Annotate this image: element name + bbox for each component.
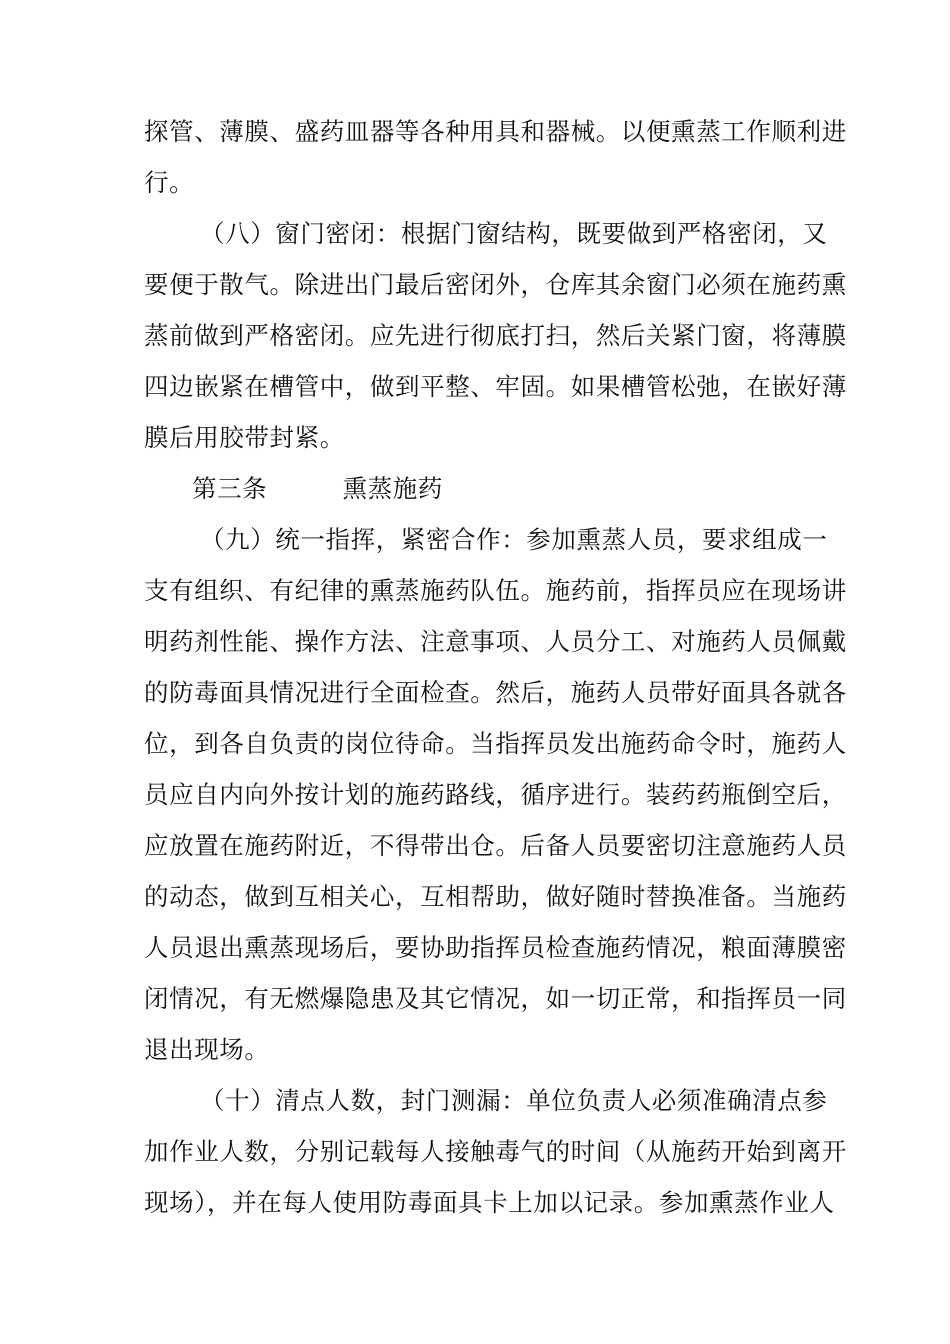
- text-line: 闭情况，有无燃爆隐患及其它情况，如一切正常，和指挥员一同: [144, 984, 847, 1013]
- text-line: 现场），并在每人使用防毒面具卡上加以记录。参加熏蒸作业人: [144, 1188, 835, 1217]
- article-heading: 第三条 熏蒸施药: [192, 474, 443, 503]
- text-line: 探管、薄膜、盛药皿器等各种用具和器械。以便熏蒸工作顺利进: [144, 117, 847, 146]
- text-line: 蒸前做到严格密闭。应先进行彻底打扫，然后关紧门窗，将薄膜: [144, 321, 847, 350]
- text-line: 四边嵌紧在槽管中，做到平整、牢固。如果槽管松弛，在嵌好薄: [144, 372, 847, 401]
- text-line: 的动态，做到互相关心，互相帮助，做好随时替换准备。当施药: [144, 882, 847, 911]
- text-line: 加作业人数，分别记载每人接触毒气的时间（从施药开始到离开: [144, 1137, 847, 1166]
- text-line: 的防毒面具情况进行全面检查。然后，施药人员带好面具各就各: [144, 678, 847, 707]
- text-line: 位，到各自负责的岗位待命。当指挥员发出施药命令时，施药人: [144, 729, 847, 758]
- text-line: 应放置在施药附近，不得带出仓。后备人员要密切注意施药人员: [144, 831, 847, 860]
- paragraph-heading-10: （十）清点人数，封门测漏：单位负责人必须准确清点参: [200, 1086, 828, 1115]
- text-line: 员应自内向外按计划的施药路线，循序进行。装药药瓶倒空后，: [144, 780, 847, 809]
- text-line: 膜后用胶带封紧。: [144, 423, 345, 452]
- text-line: 行。: [144, 168, 195, 197]
- paragraph-heading-9: （九）统一指挥，紧密合作：参加熏蒸人员，要求组成一: [200, 525, 828, 554]
- text-line: 支有组织、有纪律的熏蒸施药队伍。施药前，指挥员应在现场讲: [144, 576, 847, 605]
- text-line: 退出现场。: [144, 1035, 270, 1064]
- text-line: 人员退出熏蒸现场后，要协助指挥员检查施药情况，粮面薄膜密: [144, 933, 847, 962]
- text-line: 要便于散气。除进出门最后密闭外，仓库其余窗门必须在施药熏: [144, 270, 847, 299]
- text-line: 明药剂性能、操作方法、注意事项、人员分工、对施药人员佩戴: [144, 627, 847, 656]
- paragraph-heading-8: （八）窗门密闭：根据门窗结构，既要做到严格密闭，又: [200, 219, 828, 248]
